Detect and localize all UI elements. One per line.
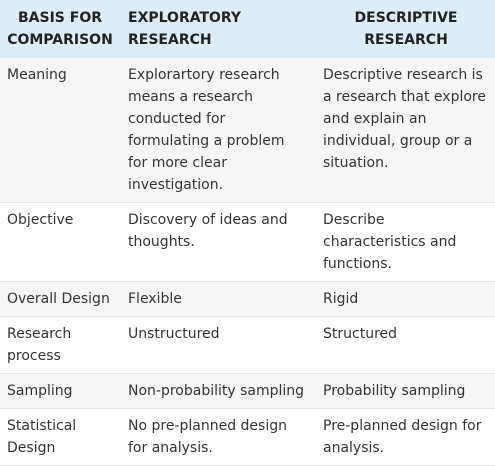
cell-exploratory: No pre-planned design for analysis. [128,418,287,456]
cell-descriptive: Pre-planned design for analysis. [323,418,482,456]
cell-exploratory: Discovery of ideas and thoughts. [128,212,288,250]
cell-descriptive: Describe characteristics and functions. [323,212,457,272]
cell-descriptive: Structured [323,326,398,342]
header-exploratory: EXPLORATORY RESEARCH [128,10,242,48]
table-row [0,282,495,317]
cell-basis: Statistical Design [7,418,77,456]
table-row [0,317,495,374]
cell-basis: Objective [7,212,74,228]
cell-basis: Sampling [7,383,73,399]
cell-exploratory: Flexible [128,291,182,307]
header-descriptive: DESCRIPTIVE RESEARCH [354,10,458,48]
cell-exploratory: Non-probability sampling [128,383,305,399]
table-header [0,0,495,58]
table-row [0,58,495,203]
header-basis: BASIS FOR COMPARISON [7,10,113,48]
cell-exploratory: Explorartory research means a research conducted for formulating a problem for more clear investigation. [128,67,285,193]
cell-basis: Overall Design [7,291,110,307]
cell-exploratory: Unstructured [128,326,220,342]
table-row [0,409,495,466]
cell-basis: Research process [7,326,72,364]
table-body [0,58,495,466]
cell-basis: Meaning [7,67,67,83]
table-row [0,203,495,282]
table-row [0,374,495,409]
cell-descriptive: Probability sampling [323,383,466,399]
header-row [0,0,495,58]
cell-descriptive: Rigid [323,291,359,307]
cell-descriptive: Descriptive research is a research that explore and explain an individual, group or a situation. [323,67,486,171]
